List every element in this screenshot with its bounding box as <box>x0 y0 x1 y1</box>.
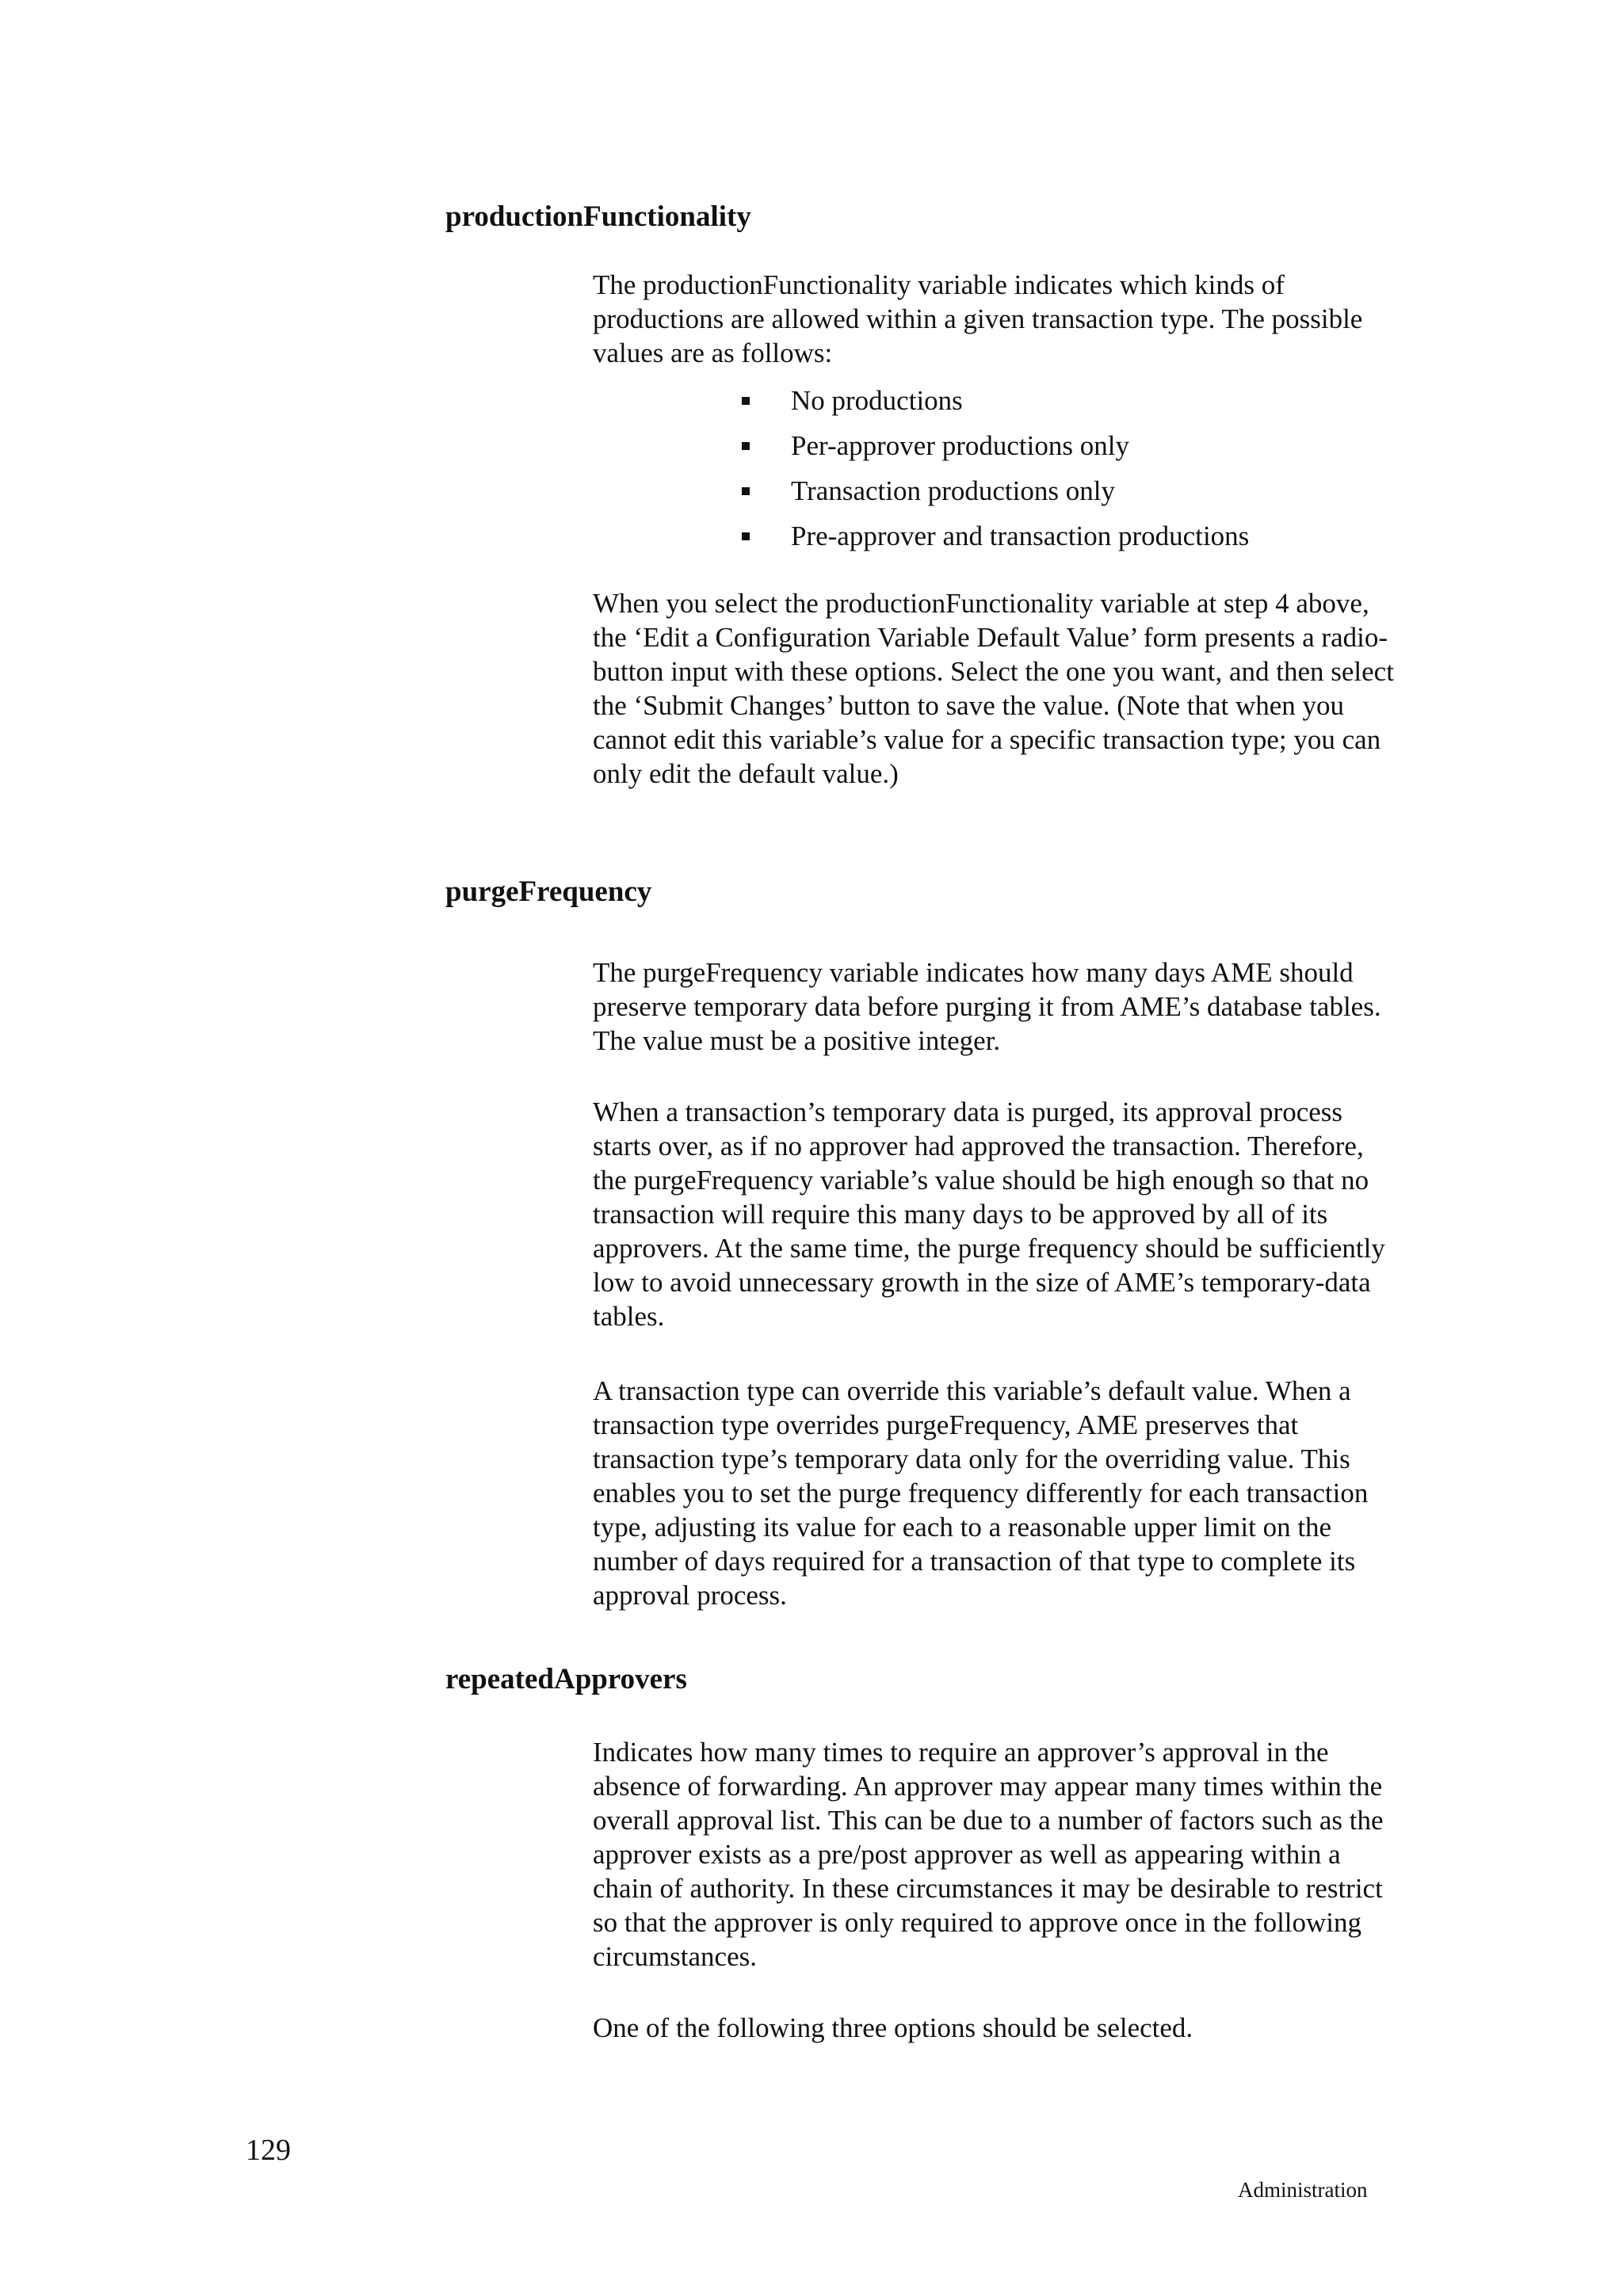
page-number: 129 <box>246 2134 291 2167</box>
square-bullet-icon <box>742 442 750 450</box>
purge-frequency-paragraph-2: When a transaction’s temporary data is purged, its approval process starts over, as if no approver had approved the transaction. Therefore, the purgeFrequency variable’s value should be high enough so that no transaction will require this many days to be approved by all of its approvers. At the same time, the purge frequency should be sufficiently low to avoid unnecessary growth in the size of AME’s temporary-data tables. <box>593 1097 1385 1332</box>
repeated-approvers-paragraph-1: Indicates how many times to require an approver’s approval in the absence of forwarding. An approver may appear many times within the overall approval list. This can be due to a number of factors such as the approver exists as a pre/post approver as well as appearing within a chain of authority. In these circumstances it may be desirable to restrict so that the approver is only required to approve once in the following circumstances. <box>593 1737 1384 1972</box>
production-functionality-heading: productionFunctionality <box>445 200 751 233</box>
footer-section-name: Administration <box>1238 2178 1368 2202</box>
production-functionality-intro: The productionFunctionality variable indicates which kinds of productions are allowed within a given transaction type. The possible values are as follows: <box>593 269 1363 368</box>
square-bullet-icon <box>742 487 750 495</box>
repeated-approvers-heading: repeatedApprovers <box>445 1663 687 1695</box>
production-option-item <box>737 383 1249 429</box>
production-option-label: No productions <box>791 385 963 416</box>
production-option-item <box>737 429 1249 474</box>
square-bullet-icon <box>742 397 750 405</box>
purge-frequency-paragraph-1: The purgeFrequency variable indicates how many days AME should preserve temporary data before purging it from AME’s database tables. The value must be a positive integer. <box>593 957 1381 1056</box>
repeated-approvers-paragraph-2: One of the following three options should be selected. <box>593 2012 1193 2043</box>
production-option-item <box>737 519 1249 564</box>
square-bullet-icon <box>742 532 750 540</box>
production-option-item <box>737 474 1249 519</box>
purge-frequency-heading: purgeFrequency <box>445 875 652 908</box>
production-options-list <box>737 383 1249 564</box>
production-option-label: Pre-approver and transaction productions <box>791 521 1250 551</box>
production-functionality-body: When you select the productionFunctionality variable at step 4 above, the ‘Edit a Configuration Variable Default Value’ form presents a radio-button input with these options. Select the one you want, and then select the ‘Submit Changes’ button to save the value. (Note that when you cannot edit this variable’s value for a specific transaction type; you can only edit the default value.) <box>593 588 1394 789</box>
production-option-label: Transaction productions only <box>791 475 1115 506</box>
production-option-label: Per-approver productions only <box>791 430 1129 461</box>
purge-frequency-paragraph-3: A transaction type can override this variable’s default value. When a transaction type overrides purgeFrequency, AME preserves that transaction type’s temporary data only for the overriding value. This enables you to set the purge frequency differently for each transaction type, adjusting its value for each to a reasonable upper limit on the number of days required for a transaction of that type to complete its approval process. <box>593 1375 1369 1611</box>
